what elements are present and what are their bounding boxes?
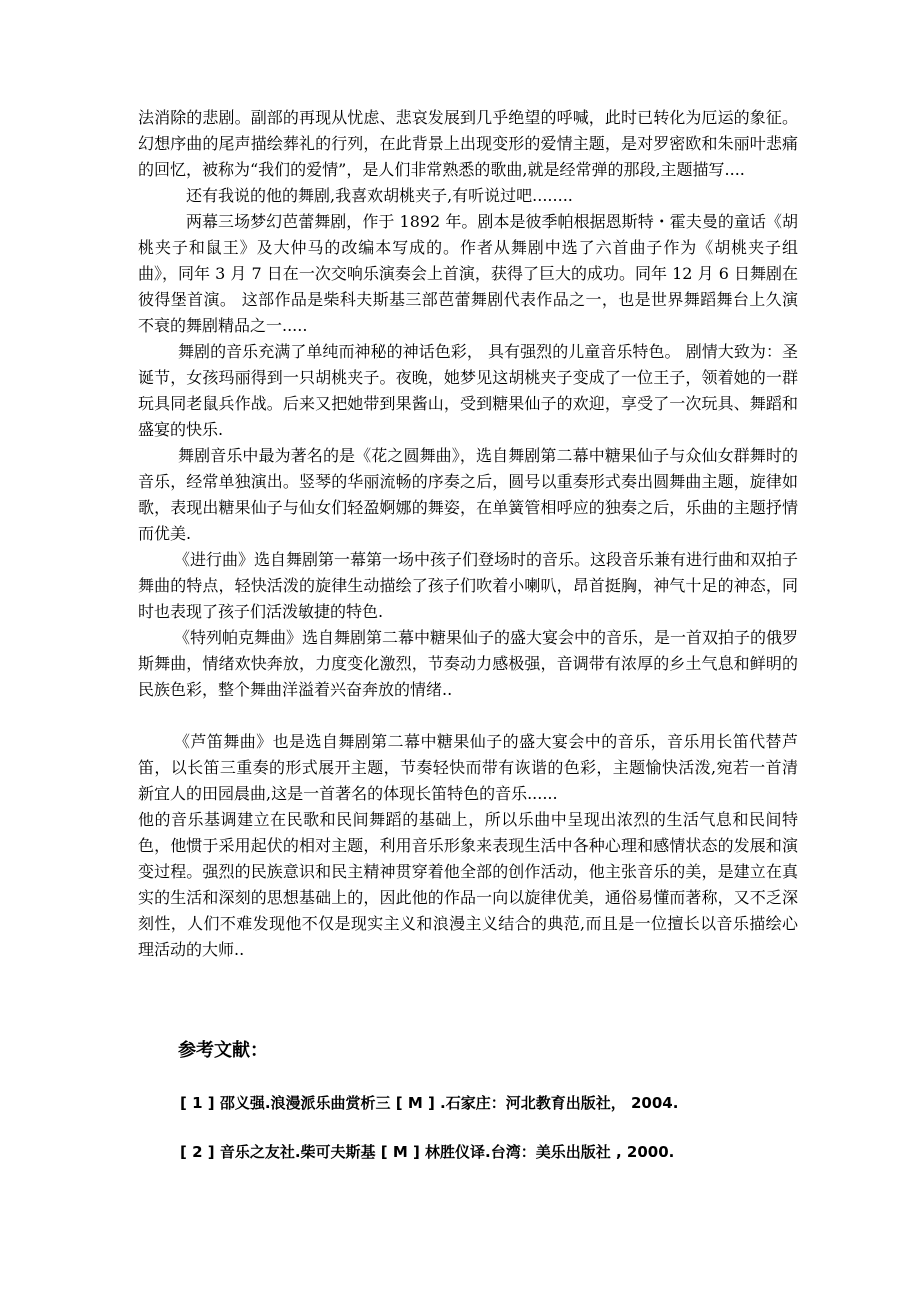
- paragraph-trepak: 《特列帕克舞曲》选自舞剧第二幕中糖果仙子的盛大宴会中的音乐，是一首双拍子的俄罗斯舞曲，情绪欢快奔放，力度变化激烈，节奏动力感极强，音调带有浓厚的乡土气息和鲜明的民族色彩，整个舞曲洋溢着兴奋奔放的情绪..: [138, 628, 799, 699]
- reference-item: [ 2 ] 音乐之友社.柴可夫斯基 [ M ] 林胜仪译.台湾：美乐出版社 , 2000.: [180, 1143, 675, 1161]
- reference-item: [ 1 ] 邵义强.浪漫派乐曲赏析三 [ M ] .石家庄：河北教育出版社， 2004.: [180, 1094, 679, 1112]
- paragraph-march: 《进行曲》选自舞剧第一幕第一场中孩子们登场时的音乐。这段音乐兼有进行曲和双拍子舞曲的特点，轻快活泼的旋律生动描绘了孩子们吹着小喇叭，昂首挺胸，神气十足的神态，同时也表现了孩子们活泼敏捷的特色.: [138, 550, 799, 621]
- paragraph-reed-flutes: 《芦笛舞曲》也是选自舞剧第二幕中糖果仙子的盛大宴会中的音乐，音乐用长笛代替芦笛，以长笛三重奏的形式展开主题，节奏轻快而带有诙谐的色彩，主题愉快活泼,宛若一首清新宜人的田园晨曲,这是一首著名的体现长笛特色的音乐......: [138, 732, 798, 803]
- document-body: [138, 105, 798, 963]
- paragraph-waltz-of-flowers: 舞剧音乐中最为著名的是《花之圆舞曲》，选自舞剧第二幕中糖果仙子与众仙女群舞时的音乐，经常单独演出。竖琴的华丽流畅的序奏之后，圆号以重奏形式奏出圆舞曲主题，旋律如歌，表现出糖果仙子与仙女们轻盈婀娜的舞姿，在单簧管相呼应的独奏之后，乐曲的主题抒情而优美.: [138, 446, 798, 543]
- references-heading: 参考文献：: [178, 1040, 268, 1061]
- paragraph-conclusion: 他的音乐基调建立在民歌和民间舞蹈的基础上，所以乐曲中呈现出浓烈的生活气息和民间特色，他惯于采用起伏的相对主题，利用音乐形象来表现生活中各种心理和感情状态的发展和演变过程。强烈的民族意识和民主精神贯穿着他全部的创作活动，他主张音乐的美，是建立在真实的生活和深刻的思想基础上的，因此他的作品一向以旋律优美，通俗易懂而著称，又不乏深刻性，人们不难发现他不仅是现实主义和浪漫主义结合的典范,而且是一位擅长以音乐描绘心理活动的大师..: [138, 810, 798, 959]
- paragraph-nutcracker-plot: 舞剧的音乐充满了单纯而神秘的神话色彩， 具有强烈的儿童音乐特色。 剧情大致为：圣诞节，女孩玛丽得到一只胡桃夹子。夜晚，她梦见这胡桃夹子变成了一位王子，领着她的一群玩具同老鼠兵作战。后来又把她带到果酱山，受到糖果仙子的欢迎，享受了一次玩具、舞蹈和盛宴的快乐.: [138, 342, 798, 439]
- paragraph-romeo-juliet-ending: 法消除的悲剧。副部的再现从忧虑、悲哀发展到几乎绝望的呼喊，此时已转化为厄运的象征。幻想序曲的尾声描绘葬礼的行列，在此背景上出现变形的爱情主题，是对罗密欧和朱丽叶悲痛的回忆，被称为“我们的爱情”，是人们非常熟悉的歌曲,就是经常弹的那段,主题描写....: [138, 108, 798, 179]
- paragraph-spacer: [138, 703, 798, 729]
- paragraph-ballet-intro: 还有我说的他的舞剧,我喜欢胡桃夹子,有听说过吧........: [186, 186, 573, 205]
- paragraph-nutcracker-overview: 两幕三场梦幻芭蕾舞剧，作于 1892 年。剧本是彼季帕根据恩斯特・霍夫曼的童话《胡桃夹子和鼠王》及大仲马的改编本写成的。作者从舞剧中选了六首曲子作为《胡桃夹子组曲》，同年 3 月 7 日在一次交响乐演奏会上首演，获得了巨大的成功。同年 12 月 6 日舞剧在彼得堡首演。 这部作品是柴科夫斯基三部芭蕾舞剧代表作品之一，也是世界舞蹈舞台上久演不衰的舞剧精品之一.....: [138, 212, 798, 335]
